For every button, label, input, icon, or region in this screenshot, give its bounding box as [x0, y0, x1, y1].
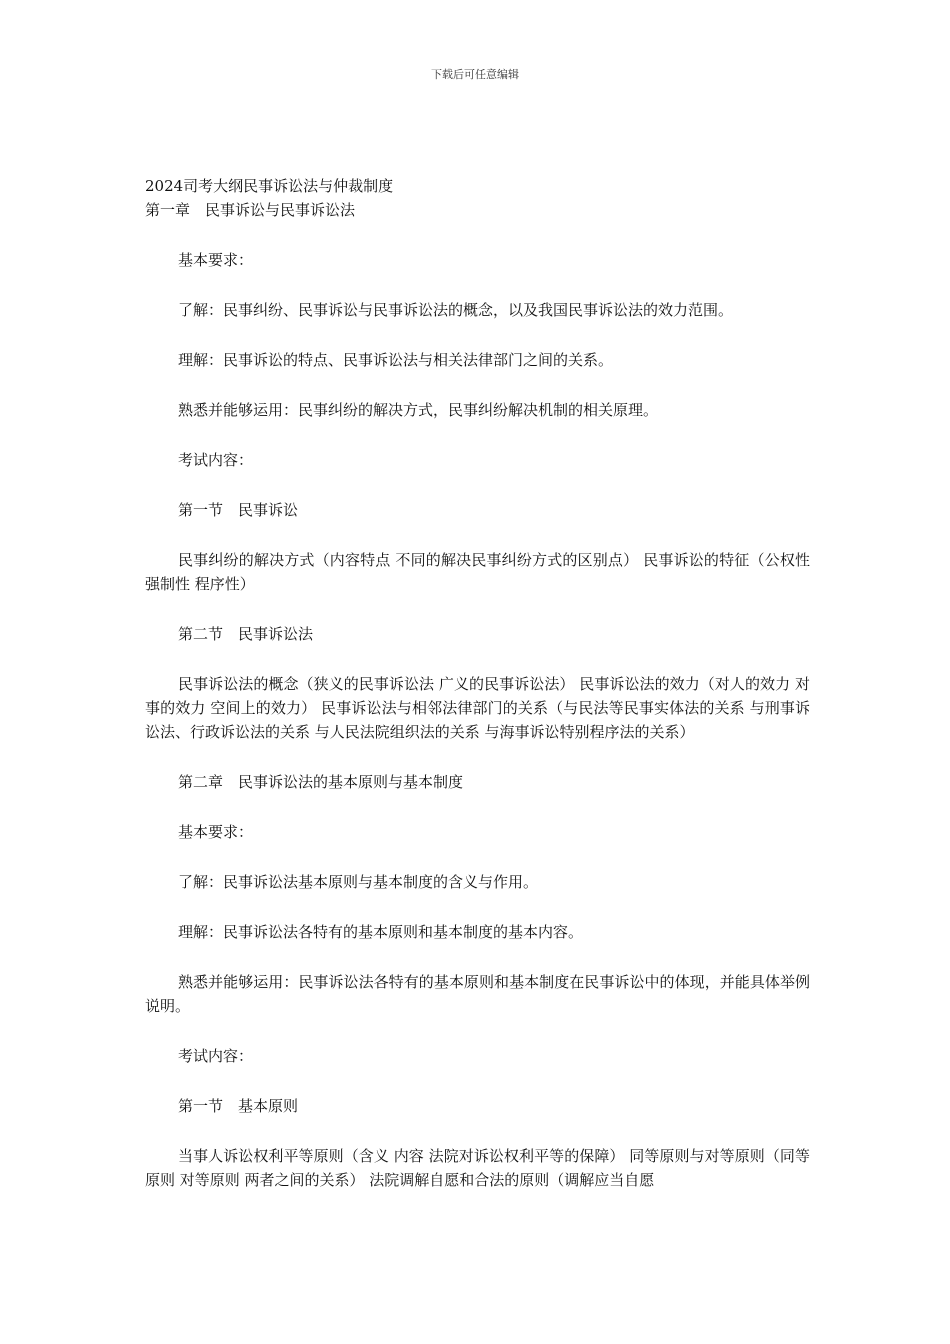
exam-content-heading: 考试内容： — [178, 451, 254, 469]
requirement-understand-paragraph: 了解：民事诉讼法基本原则与基本制度的含义与作用。 — [178, 873, 539, 891]
section-heading: 第一节 民事诉讼 — [178, 501, 299, 519]
document-body — [145, 174, 810, 1218]
document-title: 2024司考大纲民事诉讼法与仲裁制度 — [145, 177, 394, 195]
section-body-paragraph: 民事纠纷的解决方式（内容特点 不同的解决民事纠纷方式的区别点） 民事诉讼的特征（公权性 强制性 程序性） — [145, 551, 810, 593]
requirement-apply-paragraph: 熟悉并能够运用：民事纠纷的解决方式，民事纠纷解决机制的相关原理。 — [178, 401, 659, 419]
chapter-2-heading: 第二章 民事诉讼法的基本原则与基本制度 — [178, 773, 464, 791]
basic-requirements-heading: 基本要求： — [178, 251, 254, 269]
requirement-understand-paragraph: 了解：民事纠纷、民事诉讼与民事诉讼法的概念，以及我国民事诉讼法的效力范围。 — [178, 301, 734, 319]
basic-requirements-heading: 基本要求： — [178, 823, 254, 841]
requirement-comprehend-paragraph: 理解：民事诉讼法各特有的基本原则和基本制度的基本内容。 — [178, 923, 584, 941]
section-heading: 第二节 民事诉讼法 — [178, 625, 314, 643]
requirement-apply-paragraph: 熟悉并能够运用：民事诉讼法各特有的基本原则和基本制度在民事诉讼中的体现，并能具体举例说明。 — [145, 973, 810, 1015]
section-body-paragraph: 当事人诉讼权利平等原则（含义 内容 法院对诉讼权利平等的保障） 同等原则与对等原则（同等原则 对等原则 两者之间的关系） 法院调解自愿和合法的原则（调解应当自愿 — [145, 1147, 810, 1189]
requirement-comprehend-paragraph: 理解：民事诉讼的特点、民事诉讼法与相关法律部门之间的关系。 — [178, 351, 614, 369]
chapter-1-heading: 第一章 民事诉讼与民事诉讼法 — [145, 201, 356, 219]
header-note: 下载后可任意编辑 — [431, 68, 519, 81]
section-heading: 第一节 基本原则 — [178, 1097, 299, 1115]
section-body-paragraph: 民事诉讼法的概念（狭义的民事诉讼法 广义的民事诉讼法） 民事诉讼法的效力（对人的效力 对事的效力 空间上的效力） 民事诉讼法与相邻法律部门的关系（与民法等民事实体法的关系 与刑事诉讼法、行政诉讼法的关系 与人民法院组织法的关系 与海事诉讼特别程序法的关系） — [145, 675, 810, 741]
exam-content-heading: 考试内容： — [178, 1047, 254, 1065]
